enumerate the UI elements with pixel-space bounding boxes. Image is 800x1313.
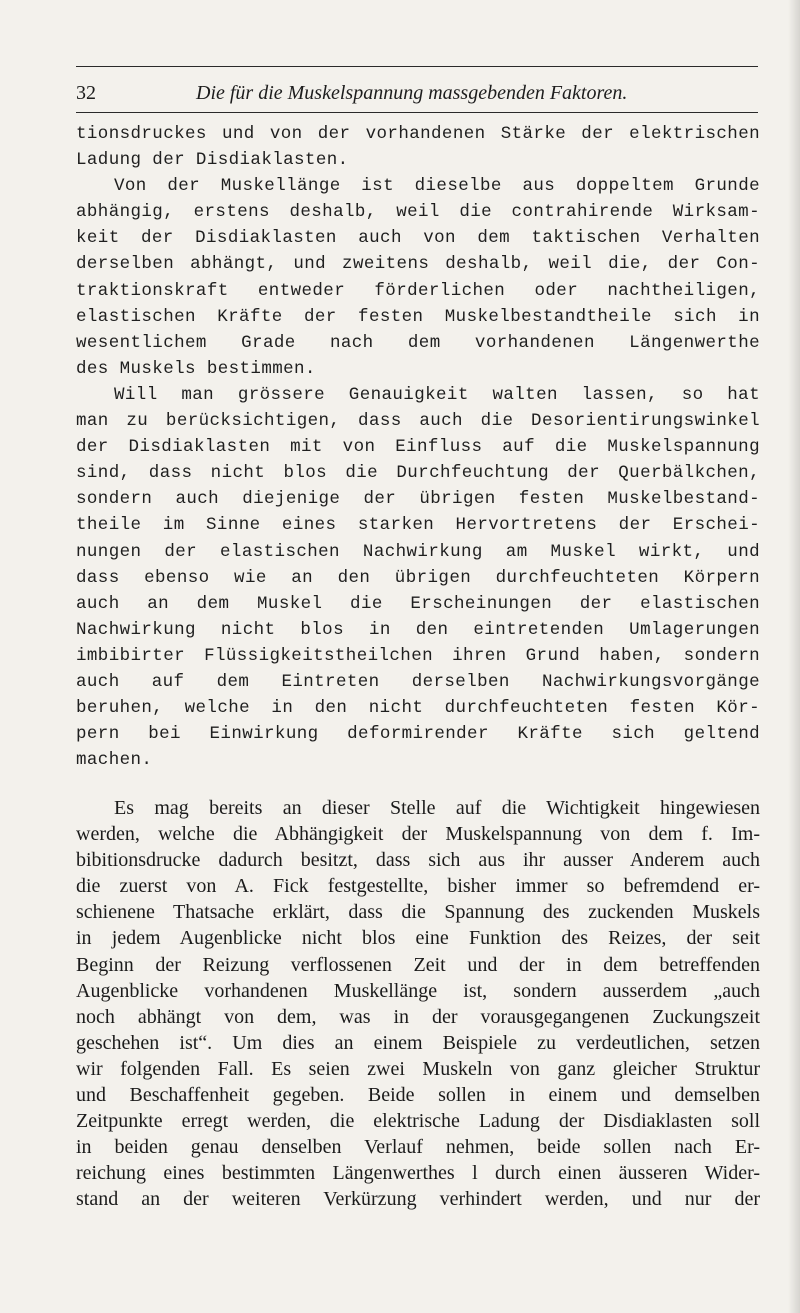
text-line: auch auf dem Eintreten derselben Nachwirkungsvorgänge <box>76 671 760 692</box>
text-line: beruhen, welche in den nicht durchfeuchteten festen Kör- <box>76 698 760 719</box>
text-line: Augenblicke vorhandenen Muskellänge ist, sondern ausserdem „auch <box>76 979 760 1002</box>
text-line: in jedem Augenblicke nicht blos eine Funktion des Reizes, der seit <box>76 927 760 950</box>
running-title: Die für die Muskelspannung massgebenden Faktoren. <box>196 82 628 104</box>
text-line: tionsdruckes und von der vorhandenen Stärke der elektrischen <box>76 124 760 144</box>
normal-text-block <box>76 795 760 1213</box>
text-line: Beginn der Reizung verflossenen Zeit und der in dem betreffenden <box>76 953 760 976</box>
text-line: der Disdiaklasten mit von Einfluss auf die Muskelspannung <box>76 437 760 458</box>
text-line: sind, dass nicht blos die Durchfeuchtung der Querbälkchen, <box>76 463 760 484</box>
running-header <box>76 78 758 108</box>
text-line: und Beschaffenheit gegeben. Beide sollen in einem und demselben <box>76 1084 760 1107</box>
text-line: Will man grössere Genauigkeit walten lassen, so hat <box>114 384 760 405</box>
text-line: auch an dem Muskel die Erscheinungen der elastischen <box>76 593 760 614</box>
text-line: pern bei Einwirkung deformirender Kräfte sich geltend <box>76 724 760 745</box>
text-line: stand an der weiteren Verkürzung verhindert werden, und nur der <box>76 1188 760 1211</box>
text-line: dass ebenso wie an den übrigen durchfeuchteten Körpern <box>76 567 760 588</box>
text-line: traktionskraft entweder förderlichen oder nachtheiligen, <box>76 280 760 301</box>
text-line: die zuerst von A. Fick festgestellte, bisher immer so befremdend er- <box>76 875 760 898</box>
text-line: derselben abhängt, und zweitens deshalb, weil die, der Con- <box>76 254 760 275</box>
text-line: Von der Muskellänge ist dieselbe aus doppeltem Grunde <box>114 176 760 197</box>
header-rule-top <box>76 66 758 67</box>
text-line: wesentlichem Grade nach dem vorhandenen Längenwerthe <box>76 332 760 353</box>
text-line: Zeitpunkte erregt werden, die elektrische Ladung der Disdiaklasten soll <box>76 1110 760 1133</box>
text-line: imbibirter Flüssigkeitstheilchen ihren Grund haben, sondern <box>76 645 760 666</box>
text-line: geschehen ist“. Um dies an einem Beispiele zu verdeutlichen, setzen <box>76 1031 760 1054</box>
text-line: bibitionsdrucke dadurch besitzt, dass sich aus ihr ausser Anderem auch <box>76 849 760 872</box>
text-line: Ladung der Disdiaklasten. <box>76 150 349 171</box>
text-line: keit der Disdiaklasten auch von dem taktischen Verhalten <box>76 228 760 249</box>
text-line: noch abhängt von dem, was in der vorausgegangenen Zuckungszeit <box>76 1005 760 1028</box>
text-line: schienene Thatsache erklärt, dass die Spannung des zuckenden Muskels <box>76 901 760 924</box>
text-line: Es mag bereits an dieser Stelle auf die Wichtigkeit hingewiesen <box>114 797 760 819</box>
text-line: nungen der elastischen Nachwirkung am Muskel wirkt, und <box>76 541 760 562</box>
header-rule-bottom <box>76 112 758 113</box>
text-line: machen. <box>76 750 153 771</box>
text-line: man zu berücksichtigen, dass auch die Desorientirungswinkel <box>76 411 760 432</box>
text-line: werden, welche die Abhängigkeit der Muskelspannung von dem f. Im- <box>76 823 760 846</box>
text-line: sondern auch diejenige der übrigen festen Muskelbestand- <box>76 489 760 510</box>
text-line: abhängig, erstens deshalb, weil die contrahirende Wirksam- <box>76 202 760 223</box>
page-edge-shadow <box>788 0 800 1313</box>
text-line: Nachwirkung nicht blos in den eintretenden Umlagerungen <box>76 619 760 640</box>
text-line: theile im Sinne eines starken Hervortretens der Erschei- <box>76 515 760 536</box>
text-line: elastischen Kräfte der festen Muskelbestandtheile sich in <box>76 306 760 327</box>
page-number: 32 <box>76 82 96 104</box>
text-line: wir folgenden Fall. Es seien zwei Muskeln von ganz gleicher Struktur <box>76 1057 760 1080</box>
text-line: des Muskels bestimmen. <box>76 358 316 379</box>
text-line: reichung eines bestimmten Längenwerthes l durch einen äusseren Wider- <box>76 1162 760 1185</box>
spaced-text-block <box>76 121 760 773</box>
text-line: in beiden genau denselben Verlauf nehmen, beide sollen nach Er- <box>76 1136 760 1159</box>
